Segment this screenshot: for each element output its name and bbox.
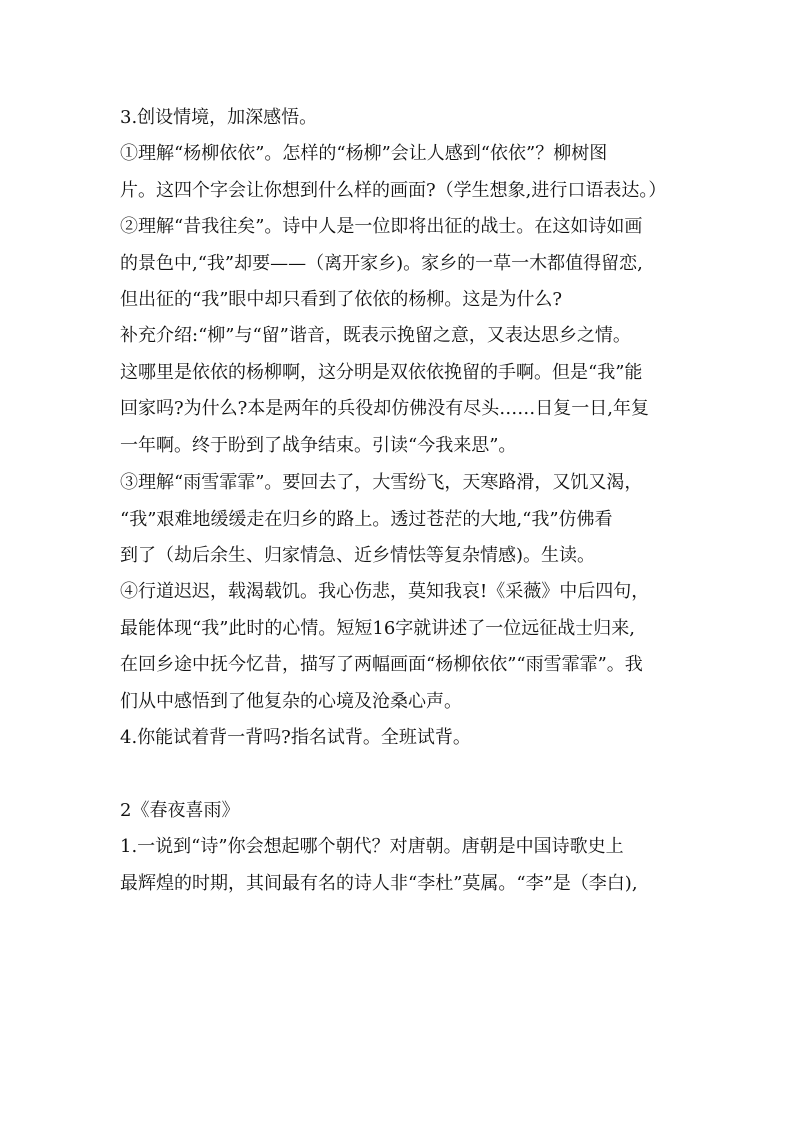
text-line: 这哪里是依依的杨柳啊，这分明是双依依挽留的手啊。但是“我”能 [120, 362, 643, 383]
text-line: ③理解“雨雪霏霏”。要回去了，大雪纷飞，天寒路滑，又饥又渴， [120, 472, 643, 493]
text-line: 回家吗?为什么?本是两年的兵役却仿佛没有尽头……日复一日,年复 [120, 398, 650, 419]
text-line: 补充介绍:“柳”与“留”谐音，既表示挽留之意，又表达思乡之情。 [120, 325, 631, 346]
section-heading: 2《春夜喜雨》 [120, 800, 240, 821]
text-line: 们从中感悟到了他复杂的心境及沧桑心声。 [120, 691, 462, 712]
text-line: 片。这四个字会让你想到什么样的画面?（学生想象,进行口语表达。） [120, 180, 667, 201]
text-line: ④行道迟迟，载渴载饥。我心伤悲，莫知我哀!《采薇》中后四句， [120, 581, 650, 602]
text-line: “我”艰难地缓缓走在归乡的路上。透过苍茫的大地,“我”仿佛看 [120, 509, 613, 530]
text-line: ①理解“杨柳依依”。怎样的“杨柳”会让人感到“依依”？柳树图 [120, 143, 608, 164]
text-line: 最能体现“我”此时的心情。短短16字就讲述了一位远征战士归来, [120, 618, 636, 639]
text-line: 到了（劫后余生、归家情急、近乡情怯等复杂情感)。生读。 [120, 545, 596, 566]
text-line: 但出征的“我”眼中却只看到了依依的杨柳。这是为什么? [120, 289, 563, 310]
text-line: ②理解“昔我往矣”。诗中人是一位即将出征的战士。在这如诗如画 [120, 216, 643, 237]
text-line: 3.创设情境，加深感悟。 [120, 107, 318, 128]
text-line: 的景色中,“我”却要——（离开家乡)。家乡的一草一木都值得留恋, [120, 253, 643, 274]
text-line: 最辉煌的时期，其间最有名的诗人非“李杜”莫属。“李”是（李白), [120, 873, 638, 894]
text-line: 1.一说到“诗”你会想起哪个朝代？对唐朝。唐朝是中国诗歌史上 [120, 836, 624, 857]
text-line: 4.你能试着背一背吗?指名试背。全班试背。 [120, 727, 471, 748]
text-line: 在回乡途中抚今忆昔，描写了两幅画面“杨柳依依”“雨雪霏霏”。我 [120, 654, 643, 675]
text-line: 一年啊。终于盼到了战争结束。引读“今我来思”。 [120, 435, 517, 456]
